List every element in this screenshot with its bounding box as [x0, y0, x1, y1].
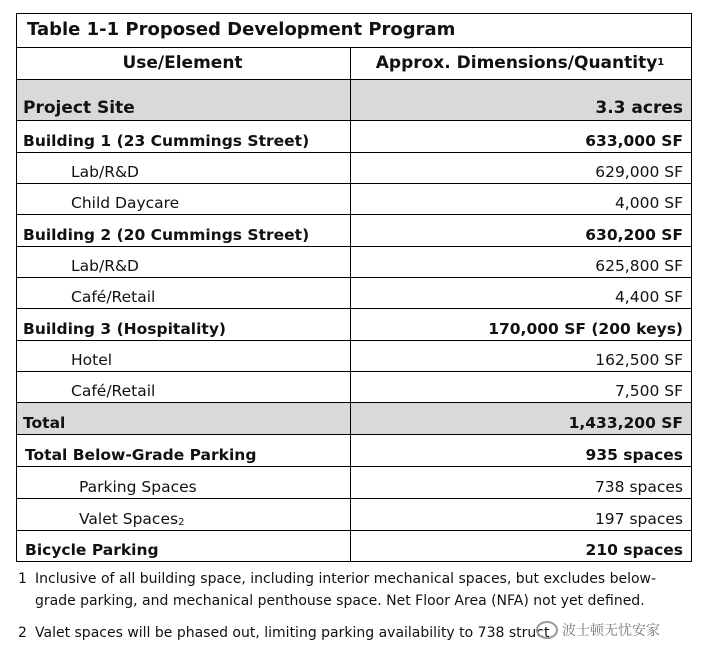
row-value: 197 spaces — [594, 510, 683, 528]
table-row — [17, 152, 691, 183]
wechat-icon — [536, 621, 558, 639]
row-label: Lab/R&D — [17, 247, 351, 277]
table-row — [17, 246, 691, 277]
table-row — [17, 371, 691, 402]
table-row — [17, 214, 691, 246]
footnote-text: Inclusive of all building space, including interior mechanical spaces, but excludes below- — [35, 571, 657, 587]
row-value: 738 spaces — [594, 478, 683, 496]
table-title-row — [17, 14, 691, 47]
table-row — [17, 308, 691, 340]
header-row — [17, 47, 691, 79]
row-value: 162,500 SF — [595, 351, 683, 369]
row-label: Total Below-Grade Parking — [17, 435, 351, 466]
footnote-1 — [18, 571, 656, 587]
project-site-label: Project Site — [17, 80, 351, 120]
row-label-text: Valet Spaces — [79, 510, 179, 528]
row-label: Building 3 (Hospitality) — [17, 309, 351, 340]
table-row — [17, 120, 691, 152]
footnote-number: 1 — [18, 571, 27, 587]
row-value: 4,000 SF — [614, 194, 683, 212]
row-value: 625,800 SF — [595, 257, 683, 275]
row-value: 629,000 SF — [595, 163, 683, 181]
table-row — [17, 530, 691, 561]
footnote-number: 2 — [18, 625, 27, 641]
table-row — [17, 183, 691, 214]
total-label: Total — [17, 403, 351, 434]
row-label — [17, 499, 351, 530]
row-value: 630,200 SF — [585, 226, 683, 244]
table-row — [17, 498, 691, 530]
header-dimensions-text: Approx. Dimensions/Quantity — [375, 52, 658, 73]
table-row — [17, 340, 691, 371]
row-value: 935 spaces — [585, 446, 683, 464]
row-value: 633,000 SF — [585, 132, 683, 150]
row-label: Bicycle Parking — [17, 531, 351, 561]
project-site-row — [17, 79, 691, 120]
table-row — [17, 434, 691, 466]
table-title: Table 1-1 Proposed Development Program — [27, 19, 456, 40]
row-label: Parking Spaces — [17, 467, 351, 498]
table-row — [17, 466, 691, 498]
row-value: 170,000 SF (200 keys) — [488, 320, 683, 338]
footnote-2 — [18, 625, 549, 641]
header-dimensions — [351, 48, 691, 79]
watermark — [536, 620, 660, 640]
total-row — [17, 402, 691, 434]
row-value: 4,400 SF — [614, 288, 683, 306]
row-value: 210 spaces — [585, 541, 683, 559]
project-site-value: 3.3 acres — [595, 98, 683, 118]
total-value: 1,433,200 SF — [568, 414, 683, 432]
row-label: Child Daycare — [17, 184, 351, 214]
row-label: Building 1 (23 Cummings Street) — [17, 121, 351, 152]
row-value: 7,500 SF — [614, 382, 683, 400]
valet-footnote-ref: 2 — [178, 517, 185, 528]
watermark-text: 波士顿无忧安家 — [562, 623, 660, 639]
header-footnote-ref: 1 — [657, 57, 665, 68]
row-label: Lab/R&D — [17, 153, 351, 183]
footnote-text: Valet spaces will be phased out, limiting parking availability to 738 struct — [35, 625, 550, 641]
header-use-element: Use/Element — [17, 48, 351, 79]
table-row — [17, 277, 691, 308]
row-label: Café/Retail — [17, 278, 351, 308]
row-label: Café/Retail — [17, 372, 351, 402]
development-program-table — [16, 13, 692, 562]
row-label: Hotel — [17, 341, 351, 371]
row-label: Building 2 (20 Cummings Street) — [17, 215, 351, 246]
footnote-1-continued: grade parking, and mechanical penthouse space. Net Floor Area (NFA) not yet defined. — [35, 593, 645, 609]
